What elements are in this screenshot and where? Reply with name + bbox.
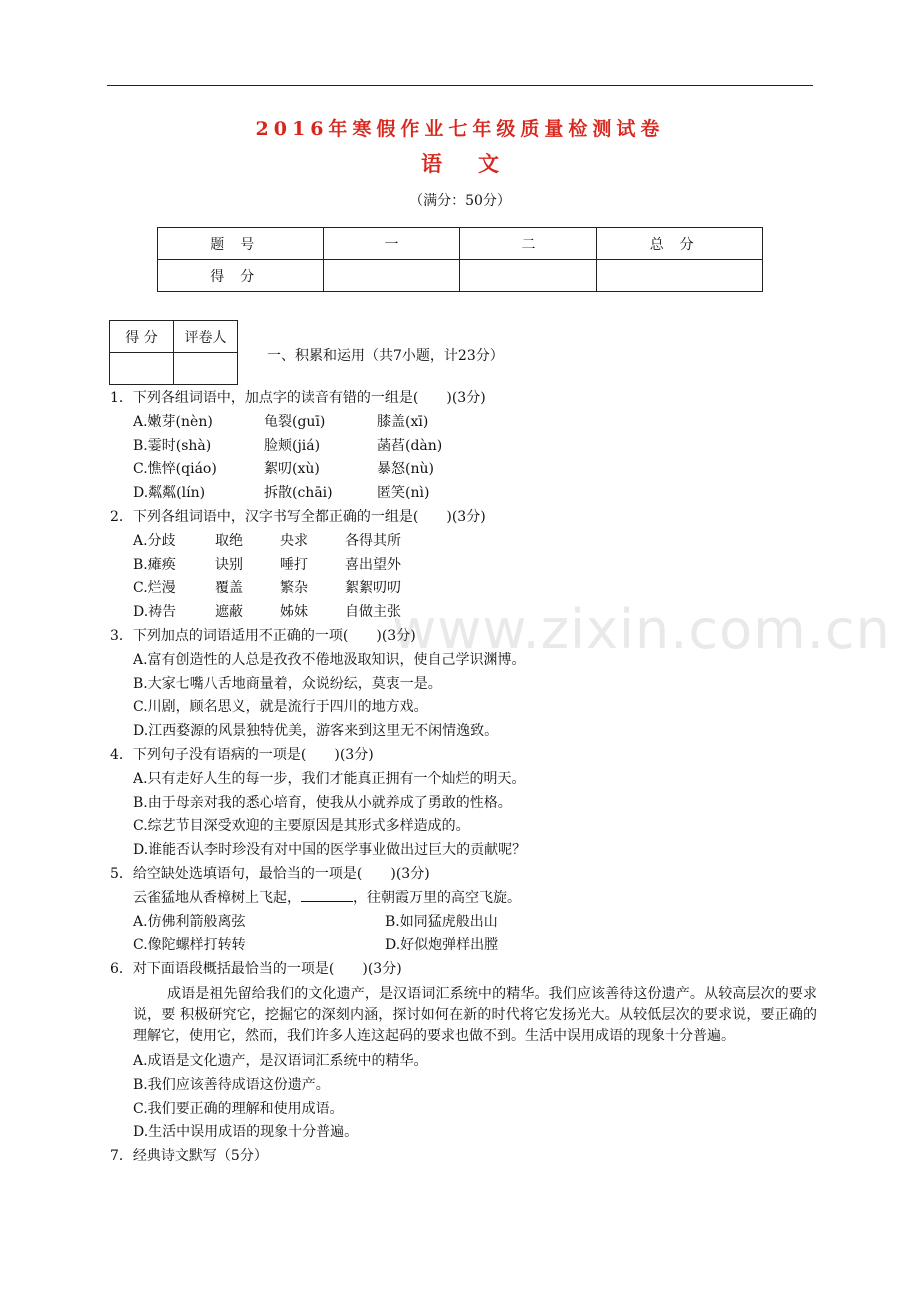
option-row [107, 554, 817, 578]
option: B.霎时(shà) [133, 437, 212, 454]
option: A.嫩芽(nèn) [133, 413, 213, 430]
option: C.像陀螺样打转转 [133, 937, 246, 954]
option: D.好似炮弹样出膛 [385, 937, 499, 954]
option: 各得其所 [345, 532, 401, 549]
option: 取绝 [215, 532, 243, 549]
option: B.我们应该善待成语这份遗产。 [133, 1076, 330, 1093]
score-header-cell: 题号 [158, 228, 324, 260]
option: 覆盖 [215, 580, 243, 597]
score-cell [460, 260, 597, 292]
subject-title: 语文 [421, 151, 535, 176]
question-list [107, 387, 817, 1169]
option: 自做主张 [345, 604, 401, 621]
option: D.粼粼(lín) [133, 485, 206, 502]
question-stem: 3．下列加点的词语适用不正确的一项( )(3分) [110, 627, 416, 644]
option: 絮絮叨叨 [345, 580, 401, 597]
option: 诀别 [215, 556, 243, 573]
question-stem: 2．下列各组词语中，汉字书写全都正确的一组是( )(3分) [110, 508, 486, 525]
option: 唾打 [280, 556, 308, 573]
sentence-pre: 云雀猛地从香樟树上飞起， [133, 889, 301, 906]
option: 遮蔽 [215, 604, 243, 621]
option-row [107, 601, 817, 625]
score-table-header-row [158, 228, 763, 260]
option-row [107, 530, 817, 554]
option: D.生活中误用成语的现象十分普遍。 [133, 1124, 359, 1141]
option: 龟裂(guī) [264, 413, 326, 430]
option: D.江西婺源的风景独特优美，游客来到这里无不闲情逸致。 [133, 723, 499, 740]
question-stem: 6．对下面语段概括最恰当的一项是( )(3分) [110, 961, 402, 978]
option: 暴怒(nù) [377, 461, 434, 478]
score-cell [323, 260, 460, 292]
option-row [107, 411, 817, 435]
option-row [107, 577, 817, 601]
top-rule [107, 85, 813, 86]
option: 菡萏(dàn) [377, 437, 443, 454]
option: B.如同猛虎般出山 [385, 913, 498, 930]
option: C.综艺节目深受欢迎的主要原因是其形式多样造成的。 [133, 818, 470, 835]
score-header-cell: 总分 [597, 228, 763, 260]
option-row [107, 911, 817, 935]
option: D.谁能否认李时珍没有对中国的医学事业做出过巨大的贡献呢？ [133, 842, 527, 859]
exam-title: 2016年寒假作业七年级质量检测试卷 [255, 118, 665, 140]
watermark: www.zixin.com.cn [392, 598, 891, 661]
option: 匿笑(nì) [377, 485, 430, 502]
full-mark: （满分：50分） [409, 193, 511, 209]
option: 姊妹 [280, 604, 308, 621]
option: D.祷告 [133, 604, 177, 621]
score-row-label: 得分 [158, 260, 324, 292]
option: 央求 [280, 532, 308, 549]
option: A.成语是文化遗产，是汉语词汇系统中的精华。 [133, 1052, 428, 1069]
option: 膝盖(xī) [377, 413, 429, 430]
question-stem: 5．给空缺处选填语句，最恰当的一项是( )(3分) [110, 865, 430, 882]
question-stem: 1．下列各组词语中，加点字的读音有错的一组是( )(3分) [110, 390, 486, 406]
option: C.烂漫 [133, 580, 176, 597]
grader-table [109, 320, 238, 385]
fill-sentence [107, 887, 817, 911]
score-cell [597, 260, 763, 292]
option: 脸颊(jiá) [264, 437, 321, 454]
grader-score-label: 得 分 [110, 321, 174, 353]
score-header-cell: 一 [323, 228, 460, 260]
option-row [107, 934, 817, 958]
grader-name-label: 评卷人 [174, 321, 238, 353]
option: B.大家七嘴八舌地商量着，众说纷纭，莫衷一是。 [133, 675, 442, 692]
option: 拆散(chāi) [264, 485, 333, 502]
answer-blank [301, 887, 353, 902]
reading-passage [107, 984, 817, 1047]
question-stem: 7．经典诗文默写（5分） [110, 1148, 268, 1165]
option: A.分歧 [133, 532, 176, 549]
option: C.我们要正确的理解和使用成语。 [133, 1100, 344, 1117]
grader-name-cell [174, 353, 238, 385]
option: A.仿佛利箭般离弦 [133, 913, 246, 930]
option: 喜出望外 [345, 556, 401, 573]
option: B.瘫痪 [133, 556, 176, 573]
score-table-score-row [158, 260, 763, 292]
option: A.只有走好人生的每一步，我们才能真正拥有一个灿烂的明天。 [133, 770, 526, 787]
option: 絮叨(xù) [264, 461, 320, 478]
question-stem: 4．下列句子没有语病的一项是( )(3分) [110, 746, 374, 763]
option: C.憔悴(qiáo) [133, 461, 217, 478]
option: 繁杂 [280, 580, 308, 597]
section-heading: 一、积累和运用（共7小题，计23分） [267, 348, 504, 364]
option-row [107, 435, 817, 459]
score-table [157, 227, 763, 292]
option: C.川剧，顾名思义，就是流行于四川的地方戏。 [133, 699, 428, 716]
option-row [107, 458, 817, 482]
score-header-cell: 二 [460, 228, 597, 260]
sentence-post: ，往朝霞万里的高空飞旋。 [353, 889, 521, 906]
option-row [107, 482, 817, 506]
option: A.富有创造性的人总是孜孜不倦地汲取知识，使自己学识渊博。 [133, 651, 526, 668]
passage-text: 成语是祖先留给我们的文化遗产，是汉语词汇系统中的精华。我们应该善待这份遗产。从较高层次的要求说，要 积极研究它，挖掘它的深刻内涵，探讨如何在新的时代将它发扬光大。从较低层次的要求说，要正确的理解它，使用它，然而，我们许多人连这起码的要求也做不到。生活中误用成语的现象十分普遍。 [133, 985, 817, 1044]
option: B.由于母亲对我的悉心培育，使我从小就养成了勇敢的性格。 [133, 794, 512, 811]
grader-score-cell [110, 353, 174, 385]
